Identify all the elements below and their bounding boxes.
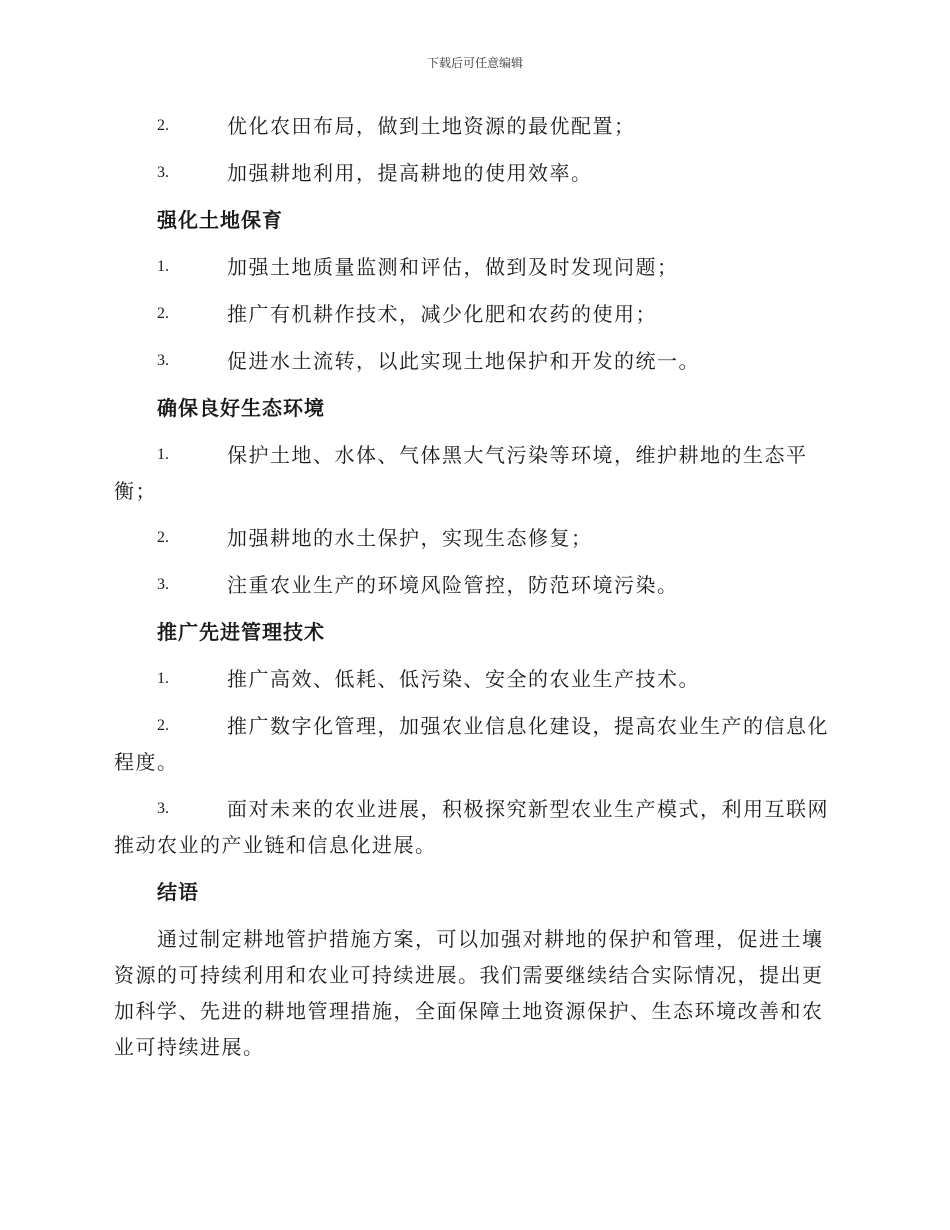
conclusion-paragraph: 通过制定耕地管护措施方案，可以加强对耕地的保护和管理，促进土壤资源的可持续利用和农业可持续进展。我们需要继续结合实际情况，提出更加科学、先进的耕地管理措施，全面保障土地资源保护、生态环境改善和农业可持续进展。	[114, 927, 824, 1059]
list-item	[114, 520, 834, 556]
list-item-number: 3.	[157, 576, 169, 593]
list-item	[114, 791, 834, 863]
list-item-text: 保护土地、水体、气体黑大气污染等环境，维护耕地的生态平衡；	[114, 443, 808, 503]
list-item	[114, 437, 834, 509]
list-item-number: 3.	[157, 164, 169, 181]
conclusion-heading: 结语	[157, 880, 199, 904]
section-heading: 推广先进管理技术	[157, 620, 325, 644]
list-item-text: 加强耕地利用，提高耕地的使用效率。	[227, 161, 593, 185]
list-item	[114, 708, 834, 780]
list-item-text: 优化农田布局，做到土地资源的最优配置；	[227, 114, 636, 138]
list-item-text: 加强土地质量监测和评估，做到及时发现问题；	[227, 255, 679, 279]
list-item-text: 促进水土流转，以此实现土地保护和开发的统一。	[227, 349, 700, 373]
list-item-number: 2.	[157, 529, 169, 546]
list-item	[114, 155, 834, 191]
list-item-number: 3.	[157, 352, 169, 369]
list-item-number: 2.	[157, 305, 169, 322]
list-item-number: 2.	[157, 117, 169, 134]
list-item-text: 推广高效、低耗、低污染、安全的农业生产技术。	[227, 667, 700, 691]
list-item-text: 加强耕地的水土保护，实现生态修复；	[227, 526, 593, 550]
document-body	[114, 108, 834, 1065]
list-item-number: 1.	[157, 446, 169, 463]
section-heading: 强化土地保育	[157, 208, 283, 232]
list-item	[114, 567, 834, 603]
list-item-number: 3.	[157, 800, 169, 817]
list-item	[114, 661, 834, 697]
page-header: 下载后可任意编辑	[426, 56, 523, 70]
list-item-text: 推广有机耕作技术，减少化肥和农药的使用；	[227, 302, 657, 326]
list-item-number: 1.	[157, 258, 169, 275]
section-heading: 确保良好生态环境	[157, 396, 325, 420]
list-item	[114, 296, 834, 332]
list-item-number: 1.	[157, 670, 169, 687]
list-item-text: 面对未来的农业进展，积极探究新型农业生产模式，利用互联网推动农业的产业链和信息化进展。	[114, 797, 829, 857]
list-item	[114, 108, 834, 144]
list-item	[114, 249, 834, 285]
list-item-text: 注重农业生产的环境风险管控，防范环境污染。	[227, 573, 679, 597]
list-item-text: 推广数字化管理，加强农业信息化建设，提高农业生产的信息化程度。	[114, 714, 829, 774]
list-item	[114, 343, 834, 379]
list-item-number: 2.	[157, 717, 169, 734]
